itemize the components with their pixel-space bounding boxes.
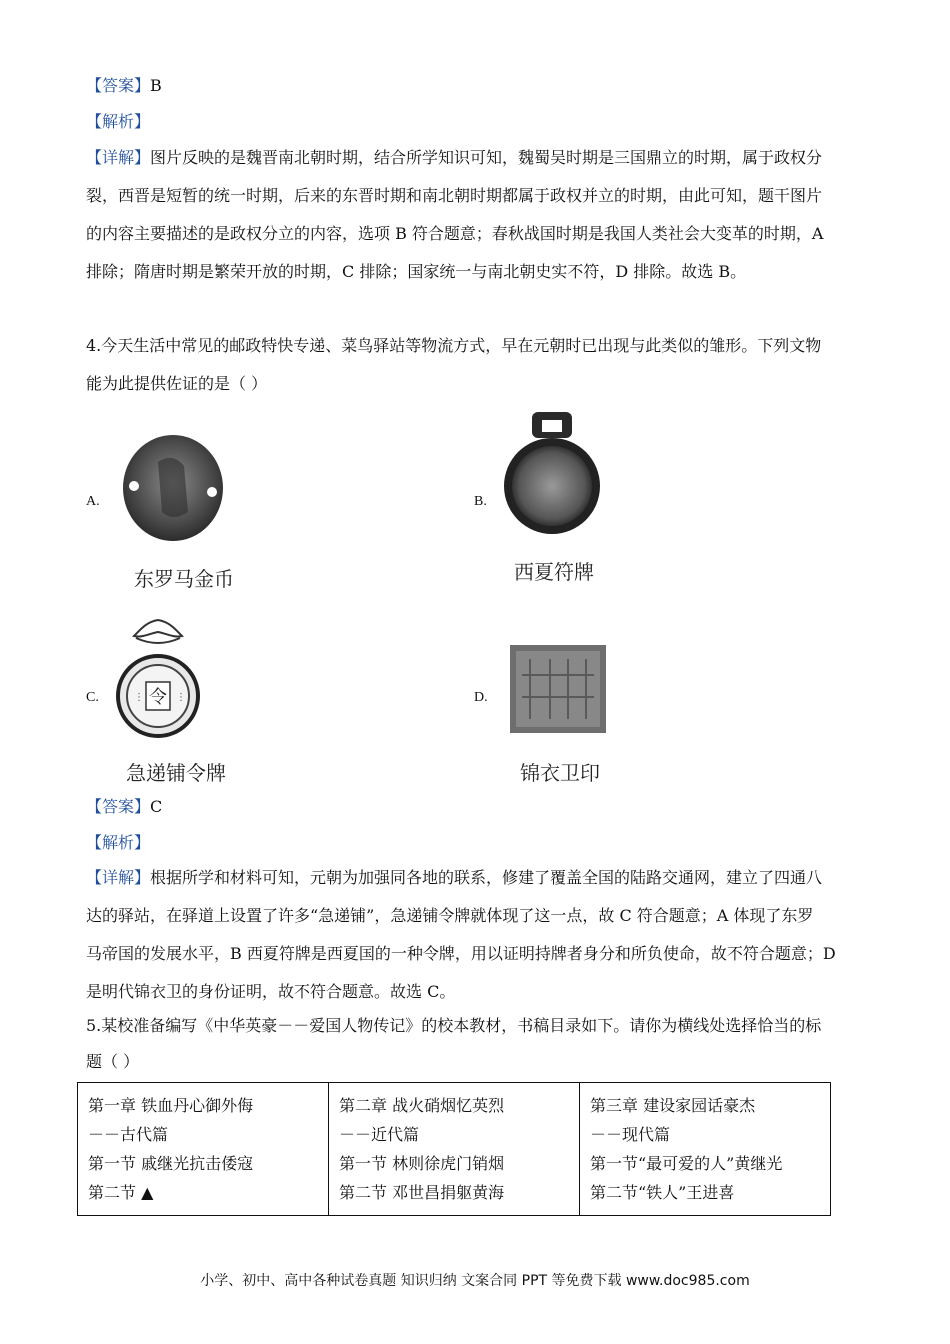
q4-stem-line-2: 能为此提供佐证的是（ ）: [86, 374, 268, 393]
detail-text: 图片反映的是魏晋南北朝时期，结合所学知识可知，魏蜀吴时期是三国鼎立的时期，属于政权分: [150, 148, 823, 167]
q3-detail-line-4: 排除；隋唐时期是繁荣开放的时期，C 排除；国家统一与南北朝史实不符，D 排除。故选 B。: [86, 262, 747, 281]
chapter-1-cell: [78, 1083, 329, 1216]
q4-detail-line-1: [86, 868, 822, 888]
xixia-token-image: [500, 408, 604, 534]
option-c-caption: 急递铺令牌: [126, 761, 226, 785]
option-c-letter[interactable]: C.: [86, 690, 99, 705]
byzantine-coin-image: [118, 432, 228, 544]
svg-text:⋮: ⋮: [134, 692, 144, 703]
section-2-blank: 第二节 ▲: [88, 1183, 154, 1202]
chapter-title: 第二章 战火硝烟忆英烈: [339, 1096, 505, 1115]
section-2: 第二节 邓世昌捐躯黄海: [339, 1183, 505, 1202]
section-1: 第一节 林则徐虎门销烟: [339, 1154, 505, 1173]
answer-value: C: [150, 797, 163, 816]
detail-tag: 【详解】: [86, 148, 151, 167]
svg-text:⋮: ⋮: [176, 692, 186, 703]
q5-stem-line-1: 5.某校准备编写《中华英豪－－爱国人物传记》的校本教材，书稿目录如下。请你为横线处选择恰当的标: [86, 1016, 822, 1035]
q3-detail-line-2: 裂，西晋是短暂的统一时期，后来的东晋时期和南北朝时期都属于政权并立的时期，由此可知，题干图片: [86, 186, 823, 205]
q3-answer: [86, 76, 162, 96]
token-glyph: 令: [149, 687, 167, 708]
chapter-title: 第一章 铁血丹心御外侮: [88, 1096, 254, 1115]
answer-tag: 【答案】: [86, 797, 151, 816]
option-a-letter[interactable]: A.: [86, 494, 100, 509]
chapter-subtitle: －－现代篇: [590, 1125, 671, 1144]
chapter-title: 第三章 建设家园话豪杰: [590, 1096, 756, 1115]
seal-image: [510, 645, 606, 733]
option-d-caption: 锦衣卫印: [520, 761, 600, 785]
option-b-caption: 西夏符牌: [514, 560, 594, 584]
answer-tag: 【答案】: [86, 76, 151, 95]
section-2: 第二节“铁人”王进喜: [590, 1183, 735, 1202]
chapter-3-cell: [580, 1083, 831, 1216]
q4-detail-line-2: 达的驿站，在驿道上设置了许多“急递铺”，急递铺令牌就体现了这一点，故 C 符合题意；A 体现了东罗: [86, 906, 814, 925]
q5-stem-line-2: 题（ ）: [86, 1052, 140, 1071]
chapter-subtitle: －－古代篇: [88, 1125, 169, 1144]
option-a-caption: 东罗马金币: [134, 567, 234, 591]
option-b-letter[interactable]: B.: [474, 494, 487, 509]
q4-detail-line-3: 马帝国的发展水平，B 西夏符牌是西夏国的一种令牌，用以证明持牌者身分和所负使命，故不符合题意；D: [86, 944, 836, 963]
q4-answer: [86, 797, 162, 817]
courier-token-image: [112, 616, 204, 746]
chapter-2-cell: [329, 1083, 580, 1216]
detail-text: 根据所学和材料可知，元朝为加强同各地的联系，修建了覆盖全国的陆路交通网，建立了四通八: [150, 868, 823, 887]
q4-stem-line-1: 4.今天生活中常见的邮政特快专递、菜鸟驿站等物流方式，早在元朝时已出现与此类似的雏形。下列文物: [86, 336, 822, 355]
table-of-contents: [77, 1082, 831, 1216]
detail-tag: 【详解】: [86, 868, 151, 887]
section-1: 第一节“最可爱的人”黄继光: [590, 1154, 783, 1173]
page-footer: 小学、初中、高中各种试卷真题 知识归纳 文案合同 PPT 等免费下载 www.doc985.com: [200, 1273, 750, 1289]
q3-analysis-tag: 【解析】: [86, 112, 151, 131]
option-d-letter[interactable]: D.: [474, 690, 488, 705]
q4-detail-line-4: 是明代锦衣卫的身份证明，故不符合题意。故选 C。: [86, 982, 456, 1001]
answer-value: B: [150, 76, 162, 95]
q4-analysis-tag: 【解析】: [86, 833, 151, 852]
q3-detail-line-3: 的内容主要描述的是政权分立的内容，选项 B 符合题意；春秋战国时期是我国人类社会大变革的时期，A: [86, 224, 824, 243]
section-1: 第一节 戚继光抗击倭寇: [88, 1154, 254, 1173]
q3-detail-line-1: [86, 148, 822, 168]
chapter-subtitle: －－近代篇: [339, 1125, 420, 1144]
